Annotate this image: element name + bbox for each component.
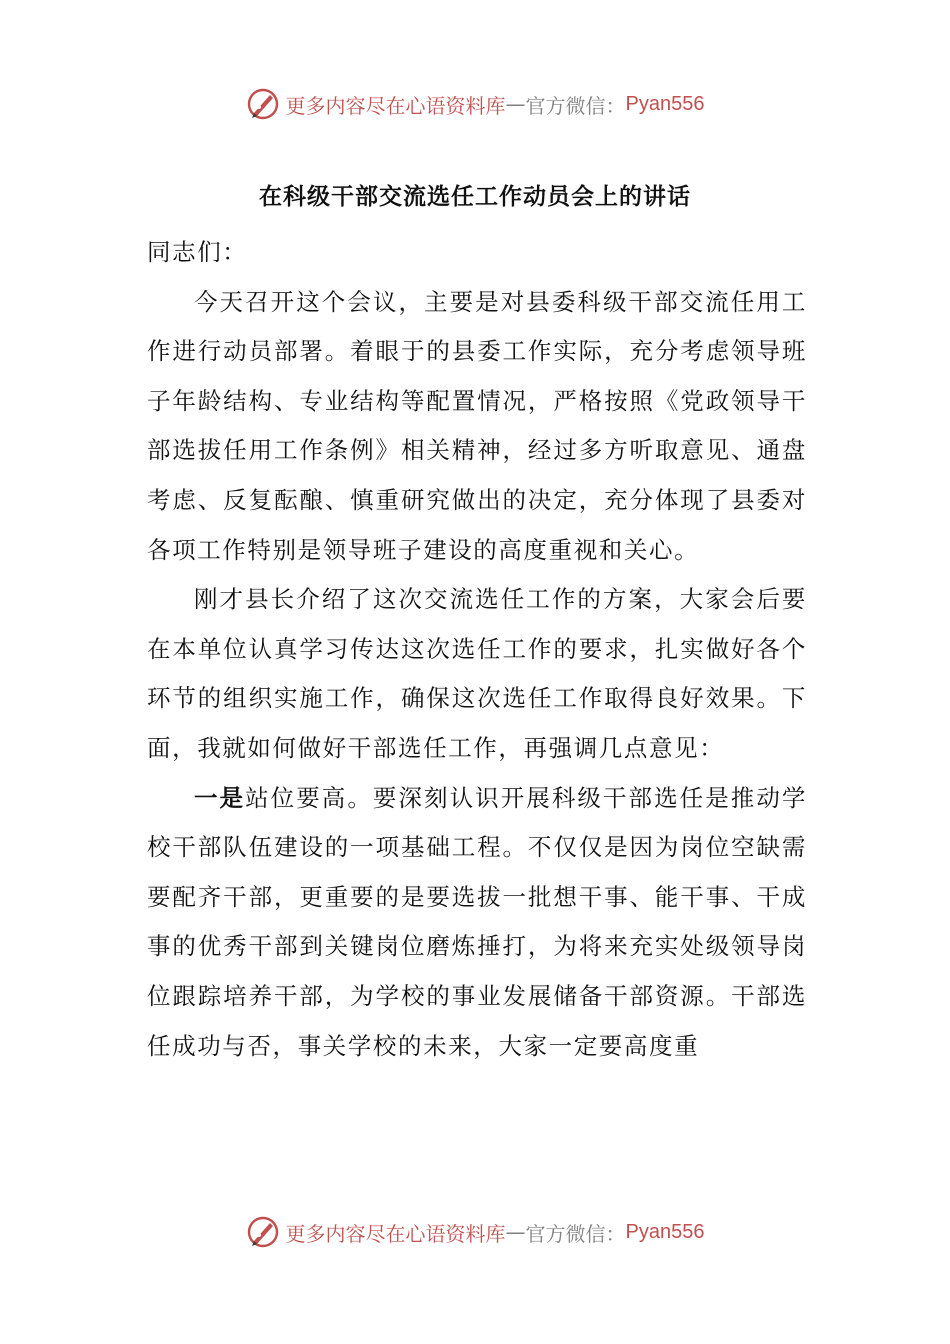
salutation: 同志们：: [147, 238, 248, 266]
banner-separator: —: [505, 1220, 526, 1244]
paragraph-2: 刚才县长介绍了这次交流选任工作的方案，大家会后要在本单位认真学习传达这次选任工作的要求，扎实做好各个环节的组织实施工作，确保这次选任工作取得良好效果。下面，我就如何做好干部选任工作，再强调几点意见：: [147, 585, 807, 762]
header-banner: [0, 84, 950, 124]
banner-separator: —: [505, 92, 526, 116]
point-lead: 一是: [194, 783, 246, 812]
banner-text: 更多内容尽在心语资料库: [285, 93, 506, 118]
pen-logo-icon: [246, 1215, 280, 1249]
footer-banner: [0, 1212, 950, 1252]
document-title: 在科级干部交流选任工作动员会上的讲话: [259, 184, 691, 210]
document-body: [147, 228, 807, 1071]
paragraph-1: 今天召开这个会议，主要是对县委科级干部交流任用工作进行动员部署。着眼于的县委工作实际，充分考虑领导班子年龄结构、专业结构等配置情况，严格按照《党政领导干部选拔任用工作条例》相关精神，经过多方听取意见、通盘考虑、反复酝酿、慎重研究做出的决定，充分体现了县委对各项工作特别是领导班子建设的高度重视和关心。: [147, 287, 807, 564]
pen-logo-icon: [246, 87, 280, 121]
paragraph-3: [147, 774, 807, 1072]
banner-text: 更多内容尽在心语资料库: [285, 1221, 506, 1246]
banner-wechat-label: 官方微信：: [525, 1221, 626, 1246]
banner-wechat-id: Pyan556: [625, 1220, 705, 1243]
point-body: 站位要高。要深刻认识开展科级干部选任是推动学校干部队伍建设的一项基础工程。不仅仅是因为岗位空缺需要配齐干部，更重要的是要选拔一批想干事、能干事、干成事的优秀干部到关键岗位磨炼捶打，为将来充实处级领导岗位跟踪培养干部，为学校的事业发展储备干部资源。干部选任成功与否，事关学校的未来，大家一定要高度重: [147, 783, 807, 1060]
banner-wechat-id: Pyan556: [625, 92, 705, 115]
banner-wechat-label: 官方微信：: [525, 93, 626, 118]
